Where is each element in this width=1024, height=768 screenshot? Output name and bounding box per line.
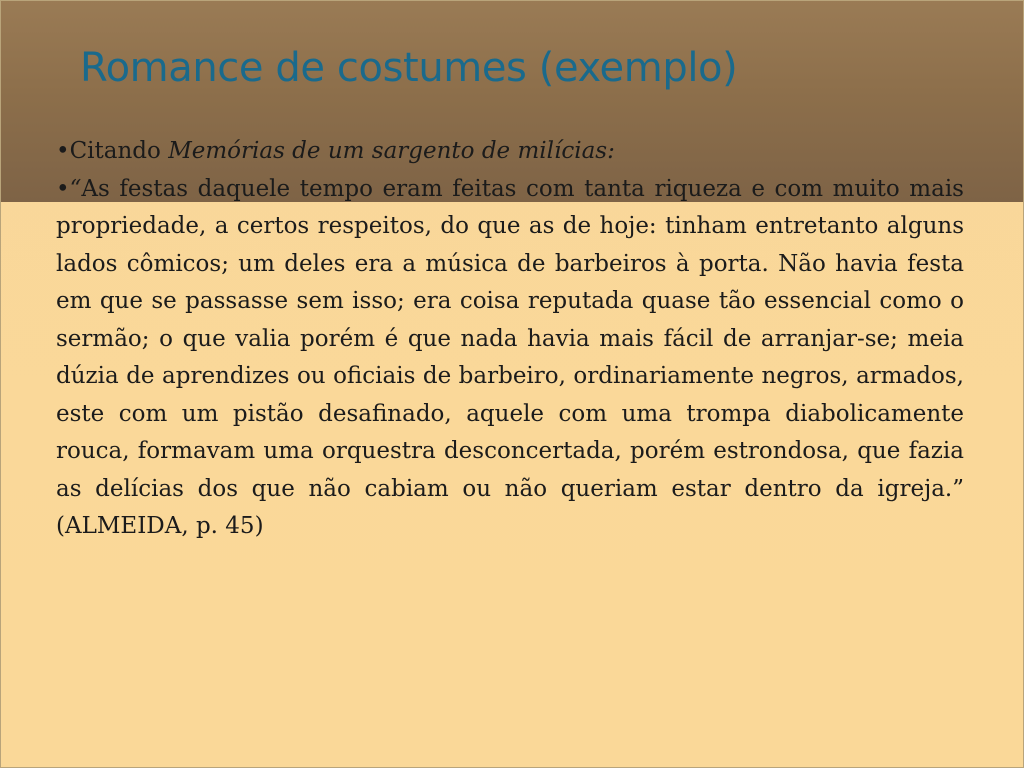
bullet-marker: • <box>56 138 70 164</box>
open-quote-mark: “ <box>69 175 82 202</box>
slide-title: Romance de costumes (exemplo) <box>80 45 738 91</box>
bullet-marker: • <box>56 175 70 202</box>
bullet-citation <box>56 133 964 171</box>
citation-lead-text: Citando <box>69 138 169 164</box>
bullet-quote <box>56 171 964 546</box>
book-title: Memórias de um sargento de milícias: <box>168 138 615 164</box>
slide-content <box>56 133 964 546</box>
quote-text: As festas daquele tempo eram feitas com tanta riqueza e com muito mais propriedade, a certos respeitos, do que as de hoje: tinham entretanto alguns lados cômicos; um deles era a música de barbeiros à porta. Não havia festa em que se passasse sem isso; era coisa reputada quase tão essencial como o sermão; o que valia porém é que nada havia mais fácil de arranjar-se; meia dúzia de aprendizes ou oficiais de barbeiro, ordinariamente negros, armados, este com um pistão desafinado, aquele com uma trompa diabolicamente rouca, formavam uma orquestra desconcertada, porém estrondosa, que fazia as delícias dos que não cabiam ou não queriam estar dentro da igreja.” (ALMEIDA, p. 45) <box>56 175 964 539</box>
